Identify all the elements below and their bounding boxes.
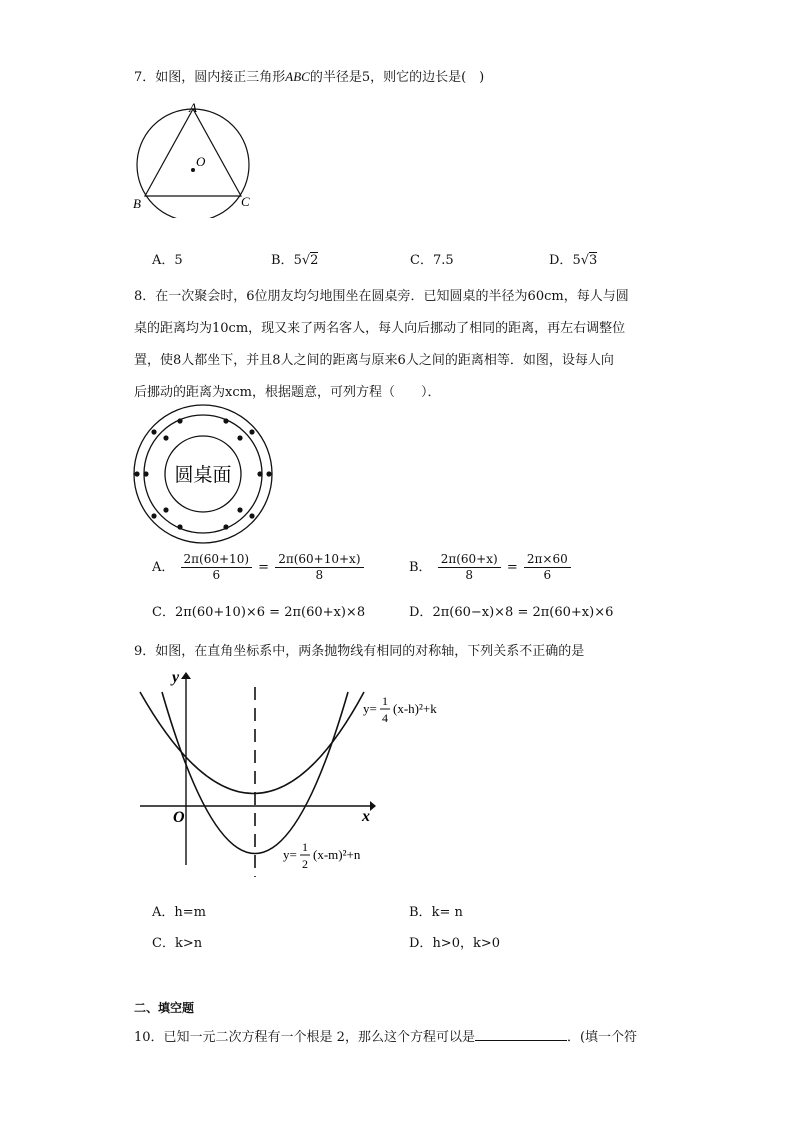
- y-arrow: [181, 672, 191, 679]
- equals: =: [258, 560, 270, 575]
- eq2-denominator: 2: [302, 857, 308, 871]
- center-dot: [191, 168, 195, 172]
- label-b: B: [133, 196, 141, 211]
- equals: =: [506, 560, 518, 575]
- triangle: [145, 109, 241, 196]
- eq1-numerator: 1: [382, 694, 388, 708]
- option-label: A．: [152, 905, 175, 920]
- label-o: O: [196, 154, 206, 169]
- q7-stem-part2: 的半径是5，则它的边长是( ): [309, 70, 485, 85]
- y-axis-label: y: [172, 669, 180, 686]
- option-label: D．: [409, 605, 433, 620]
- origin-label: O: [173, 809, 185, 826]
- q9-stem: 9．如图，在直角坐标系中，两条抛物线有相同的对称轴，下列关系不正确的是: [134, 644, 585, 659]
- fraction: [524, 552, 571, 583]
- eq1-rest: (x-h)²+k: [393, 701, 437, 716]
- q10-stem-part2: ．(填一个符: [566, 1030, 638, 1045]
- section-title: 二、填空题: [134, 1001, 195, 1015]
- option-value: k= n: [431, 905, 463, 920]
- q8-line2: 桌的距离均为10cm，现又来了两名客人，每人向后挪动了相同的距离，再左右调整位: [134, 321, 626, 336]
- option-radicand: 2: [310, 253, 319, 268]
- option-value: h=m: [174, 905, 206, 920]
- q7-option-a[interactable]: [152, 249, 183, 268]
- q8-line1: 8．在一次聚会时，6位朋友均匀地围坐在圆桌旁．已知圆桌的半径为60cm，每人与圆: [134, 289, 629, 304]
- circle: [137, 109, 249, 218]
- x-arrow: [370, 801, 376, 811]
- q9-option-c[interactable]: [152, 932, 202, 951]
- option-value: k>n: [174, 936, 203, 951]
- parabola-wide: [140, 692, 364, 794]
- option-label: A．: [152, 560, 175, 575]
- numerator: 2π(60+10): [181, 552, 252, 568]
- option-coef: 5: [572, 253, 581, 268]
- label-c: C: [241, 194, 250, 209]
- option-label: B．: [271, 253, 294, 268]
- eq1-prefix: y=: [363, 701, 377, 716]
- numerator: 2π(60+10+x): [275, 552, 363, 568]
- denominator: 6: [543, 568, 552, 582]
- eq2-rest: (x-m)²+n: [313, 847, 361, 862]
- q7-stem-abc: ABC: [285, 69, 310, 84]
- q7-stem-part1: 7．如图，圆内接正三角形: [134, 70, 286, 85]
- q8-option-a[interactable]: [152, 552, 366, 583]
- q10-stem: [134, 1026, 637, 1045]
- option-label: B．: [409, 905, 432, 920]
- q7-figure: [130, 98, 270, 218]
- q9-figure: [130, 665, 450, 885]
- numerator: 2π×60: [524, 552, 571, 568]
- option-label: A．: [152, 253, 175, 268]
- denominator: 8: [315, 568, 324, 582]
- option-label: D．: [549, 253, 573, 268]
- option-label: C．: [152, 605, 175, 620]
- option-coef: 5: [293, 253, 302, 268]
- denominator: 6: [212, 568, 221, 582]
- sqrt-sign: √: [580, 253, 590, 268]
- q9-option-a[interactable]: [152, 901, 206, 920]
- q8-option-b[interactable]: [409, 552, 573, 583]
- q8-figure: [128, 400, 278, 550]
- q8-option-c[interactable]: [152, 601, 365, 620]
- q8-option-d[interactable]: [409, 601, 613, 620]
- q8-line4: 后挪动的距离为xcm，根据题意，可列方程（ ）．: [134, 385, 441, 400]
- option-label: D．: [409, 936, 433, 951]
- eq2-numerator: 1: [302, 840, 308, 854]
- option-label: C．: [410, 253, 433, 268]
- x-axis-label: x: [362, 808, 370, 825]
- option-label: B．: [409, 560, 432, 575]
- table-label: 圆桌面: [174, 464, 232, 486]
- sqrt-sign: √: [301, 253, 311, 268]
- q7-stem: [134, 66, 484, 85]
- numerator: 2π(60+x): [438, 552, 501, 568]
- option-label: C．: [152, 936, 175, 951]
- q10-stem-part1: 10．已知一元二次方程有一个根是 2，那么这个方程可以是: [134, 1030, 475, 1045]
- denominator: 8: [465, 568, 474, 582]
- fraction: [181, 552, 252, 583]
- q7-option-b[interactable]: [271, 249, 318, 268]
- eq1-denominator: 4: [382, 711, 388, 725]
- fraction: [438, 552, 501, 583]
- option-expr: 2π(60+10)×6 = 2π(60+x)×8: [174, 605, 366, 620]
- option-radicand: 3: [589, 253, 598, 268]
- label-a: A: [189, 100, 197, 115]
- option-value: 5: [174, 253, 183, 268]
- answer-blank[interactable]: [475, 1028, 567, 1041]
- eq2-prefix: y=: [283, 847, 297, 862]
- q9-option-d[interactable]: [409, 932, 500, 951]
- q8-line3: 置，使8人都坐下，并且8人之间的距离与原来6人之间的距离相等．如图，设每人向: [134, 353, 614, 368]
- q7-option-d[interactable]: [549, 249, 597, 268]
- q9-option-b[interactable]: [409, 901, 463, 920]
- option-expr: 2π(60−x)×8 = 2π(60+x)×6: [432, 605, 614, 620]
- option-value: h>0，k>0: [432, 936, 501, 951]
- fraction: [275, 552, 363, 583]
- option-value: 7.5: [432, 253, 454, 268]
- q7-option-c[interactable]: [410, 249, 454, 268]
